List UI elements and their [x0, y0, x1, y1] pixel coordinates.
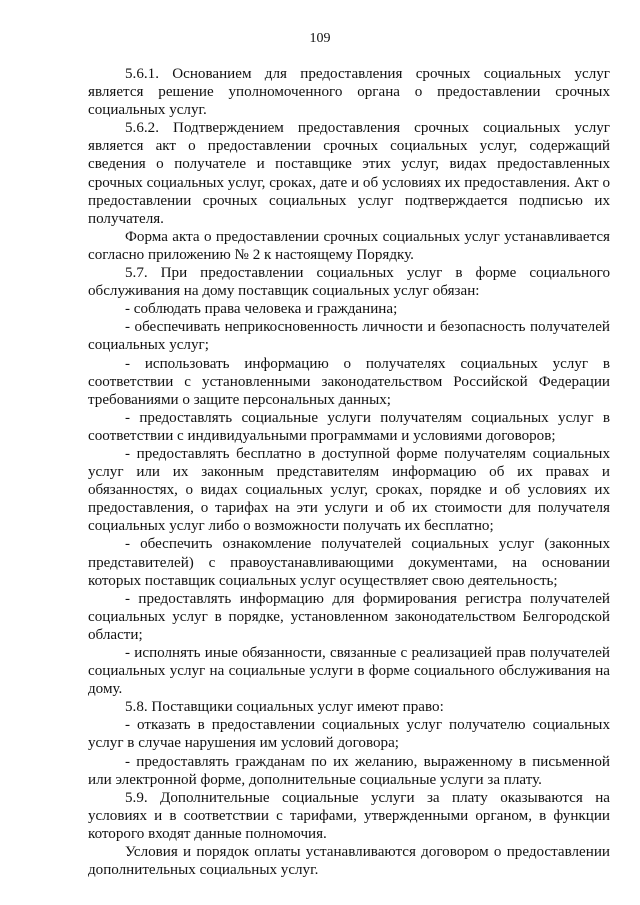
list-item-use-information: - использовать информацию о получателях социальных услуг в соответствии с установленными законодательством Российской Федерации требованиями о защите персональных данных; — [88, 355, 610, 408]
paragraph-5-7: 5.7. При предоставлении социальных услуг в форме социального обслуживания на дому поставщик социальных услуг обязан: — [88, 265, 610, 300]
list-item-provide-services: - предоставлять социальные услуги получателям социальных услуг в соответствии с индивидуальными программами и условиями договоров; — [88, 409, 610, 444]
list-item-respect-rights: - соблюдать права человека и гражданина; — [125, 301, 398, 318]
list-item-other-duties: - исполнять иные обязанности, связанные с реализацией прав получателей социальных услуг на социальные услуги в форме социального обслуживания на дому. — [88, 645, 610, 698]
document-body — [88, 65, 610, 879]
paragraph-5-8: 5.8. Поставщики социальных услуг имеют право: — [125, 699, 444, 716]
paragraph-5-9: 5.9. Дополнительные социальные услуги за плату оказываются на условиях и в соответствии с тарифами, утвержденными органом, в функции которого входят данные полномочия. — [88, 789, 610, 842]
list-item-provide-free-info: - предоставлять бесплатно в доступной форме получателям социальных услуг или их законным представителям информацию об их правах и обязанностях, о видах социальных услуг, сроках, порядке и об условиях их предоставления, о тарифах на эти услуги и об их стоимости для получателя социальных услуг либо о возможности получать их бесплатно; — [88, 445, 610, 535]
paragraph-act-form: Форма акта о предоставлении срочных социальных услуг устанавливается согласно приложению № 2 к настоящему Порядку. — [88, 228, 610, 263]
list-item-ensure-safety: - обеспечивать неприкосновенность личности и безопасность получателей социальных услуг; — [88, 319, 610, 354]
paragraph-payment-terms: Условия и порядок оплаты устанавливаются договором о предоставлении дополнительных социальных услуг. — [88, 844, 610, 879]
paragraph-5-6-2: 5.6.2. Подтверждением предоставления срочных социальных услуг является акт о предоставлении срочных социальных услуг, содержащий сведения о получателе и поставщике этих услуг, видах предоставленных срочных социальных услуг, сроках, дате и об условиях их предоставления. Акт о предоставлении срочных социальных услуг подтверждается подписью их получателя. — [88, 120, 610, 227]
list-item-registry-info: - предоставлять информацию для формирования регистра получателей социальных услуг в порядке, установленном законодательством Белгородской области; — [88, 590, 610, 643]
list-item-paid-services: - предоставлять гражданам по их желанию, выраженному в письменной или электронной форме, дополнительные социальные услуги за плату. — [88, 753, 610, 788]
paragraph-5-6-1: 5.6.1. Основанием для предоставления срочных социальных услуг является решение уполномоченного органа о предоставлении срочных социальных услуг. — [88, 66, 610, 119]
list-item-familiarize: - обеспечить ознакомление получателей социальных услуг (законных представителей) с правоустанавливающими документами, на основании которых поставщик социальных услуг осуществляет свою деятельность; — [88, 536, 610, 589]
page-number: 109 — [309, 31, 331, 46]
list-item-refuse-services: - отказать в предоставлении социальных услуг получателю социальных услуг в случае нарушения им условий договора; — [88, 717, 610, 752]
